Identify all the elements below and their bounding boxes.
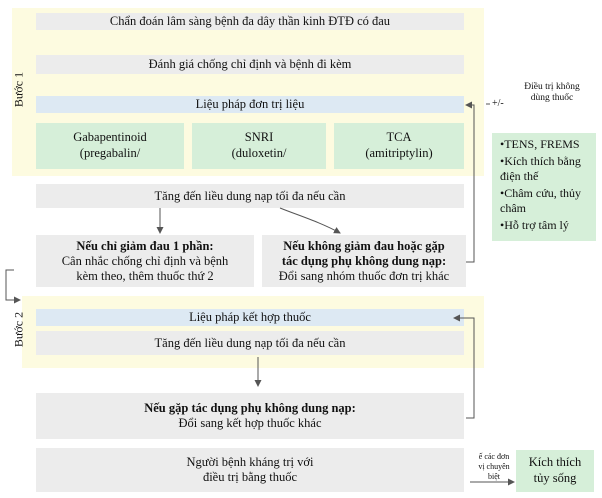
- refractory-line2: điều trị bằng thuốc: [202, 470, 298, 484]
- assessment-box: Đánh giá chống chỉ định và bệnh đi kèm: [36, 55, 464, 74]
- side-effects-title: Nếu gặp tác dụng phụ không dung nạp:: [144, 401, 356, 415]
- diagnosis-box: Chẩn đoán lâm sàng bệnh đa dây thần kinh ĐTĐ có đau: [36, 13, 464, 30]
- step1-label: Bước 1: [11, 71, 26, 108]
- titrate1-box: Tăng đến liều dung nạp tối đa nếu cần: [36, 184, 464, 208]
- arrow-partial-to-step2: [6, 270, 20, 300]
- non-drug-label-line1: Điều trị không: [524, 82, 580, 92]
- partial-relief-line1: Cân nhắc chống chỉ định và bệnh: [61, 253, 229, 268]
- referral-line2: vị chuyên: [478, 462, 510, 471]
- arrow-to-no-relief: [280, 208, 340, 233]
- partial-relief-title: Nếu chỉ giảm đau 1 phần:: [76, 238, 214, 253]
- non-drug-item: • TENS, FREMS: [500, 137, 592, 152]
- arrow-loop-combination: [454, 318, 474, 418]
- non-drug-item: • Hỗ trợ tâm lý: [500, 218, 592, 233]
- spinal-line2: tủy sống: [533, 471, 577, 485]
- drug-snri-name: SNRI: [244, 130, 274, 145]
- drug-gabapentinoid-detail: (pregabalin/: [79, 146, 141, 160]
- refractory-line1: Người bệnh kháng trị với: [186, 455, 314, 469]
- spinal-line1: Kích thích: [528, 455, 582, 470]
- non-drug-item: • Châm cứu, thủy châm: [500, 186, 592, 216]
- no-relief-title1: Nếu không giảm đau hoặc gặp: [283, 238, 445, 253]
- partial-relief-line2: kèm theo, thêm thuốc thứ 2: [76, 268, 214, 283]
- non-drug-label-line2: dùng thuốc: [530, 92, 574, 103]
- no-relief-line1: Đổi sang nhóm thuốc đơn trị khác: [278, 268, 450, 283]
- drug-gabapentinoid-name: Gabapentinoid: [73, 130, 147, 145]
- referral-line1: ế các đơn: [478, 452, 510, 461]
- step2-label: Bước 2: [11, 311, 26, 348]
- plus-minus-label: +/-: [492, 98, 504, 109]
- referral-line3: biệt: [488, 472, 500, 481]
- combination-box: Liệu pháp kết hợp thuốc: [36, 309, 464, 326]
- monotherapy-box: Liệu pháp đơn trị liệu: [36, 96, 464, 113]
- drug-tca-detail: (amitriptylin): [365, 146, 433, 160]
- side-effects-line1: Đổi sang kết hợp thuốc khác: [178, 416, 322, 430]
- drug-tca-name: TCA: [386, 130, 412, 145]
- drug-snri-detail: (duloxetin/: [231, 146, 287, 160]
- arrow-loop-monotherapy: [466, 105, 474, 262]
- titrate2-box: Tăng đến liều dung nạp tối đa nếu cần: [36, 331, 464, 355]
- no-relief-title2: tác dụng phụ không dung nạp:: [281, 253, 447, 268]
- non-drug-item: • Kích thích bằng điện thế: [500, 154, 592, 184]
